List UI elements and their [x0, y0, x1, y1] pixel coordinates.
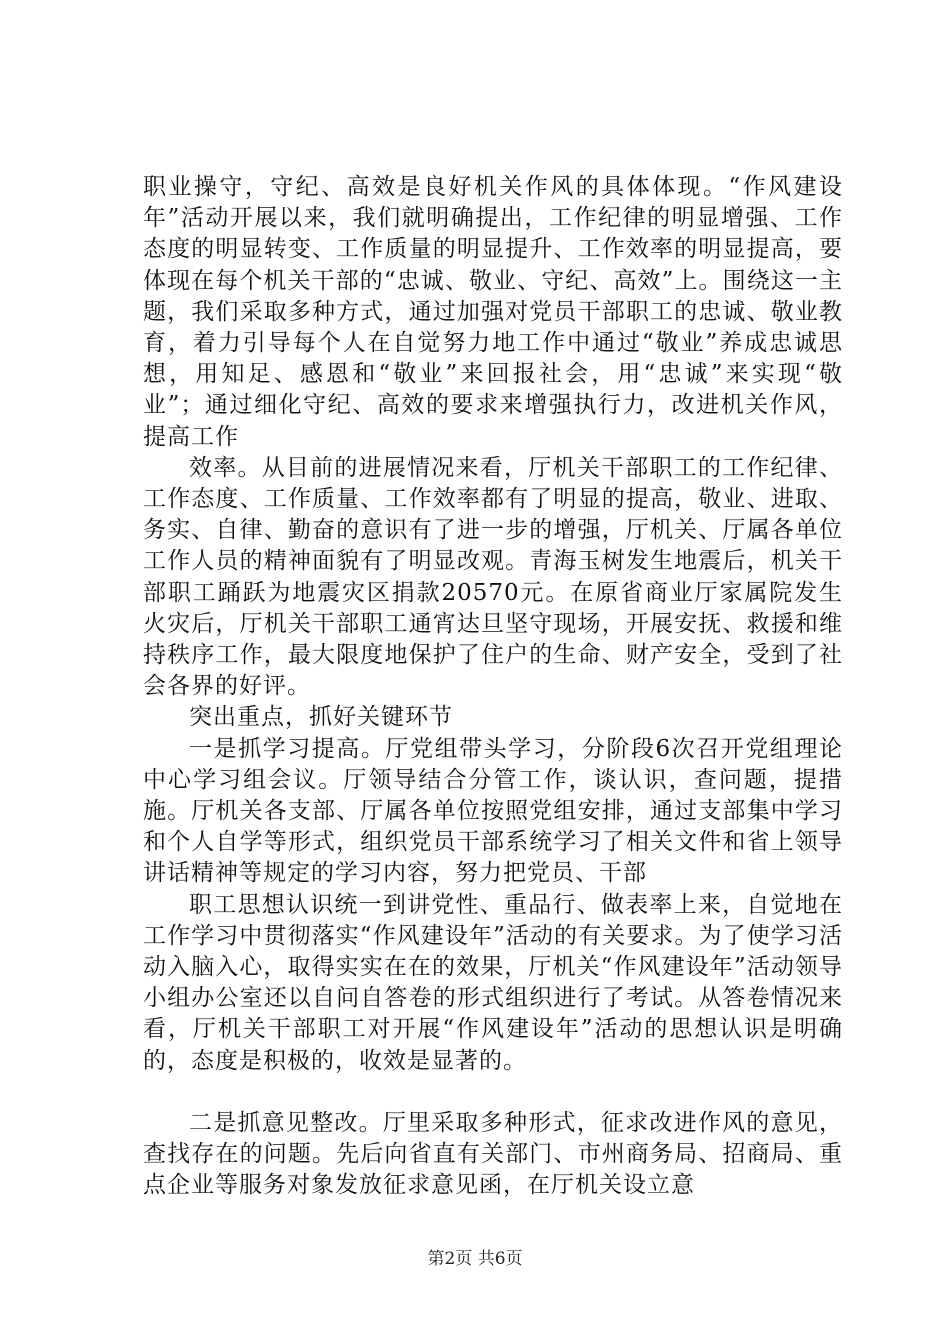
- paragraph-1: 职业操守，守纪、高效是良好机关作风的具体体现。“作风建设年”活动开展以来，我们就明确提出，工作纪律的明显增强、工作态度的明显转变、工作质量的明显提升、工作效率的明显提高，要体现在每个机关干部的“忠诚、敬业、守纪、高效”上。围绕这一主题，我们采取多种方式，通过加强对党员干部职工的忠诚、敬业教育，着力引导每个人在自觉努力地工作中通过“敬业”养成忠诚思想，用知足、感恩和“敬业”来回报社会，用“忠诚”来实现“敬业”；通过细化守纪、高效的要求来增强执行力，改进机关作风，提高工作: [143, 174, 843, 450]
- document-body: [143, 172, 843, 1202]
- paragraph-5: 二是抓意见整改。厅里采取多种形式，征求改进作风的意见，查找存在的问题。先后向省直有关部门、市州商务局、招商局、重点企业等服务对象发放征求意见函，在厅机关设立意: [143, 1109, 843, 1199]
- paragraph-4: 职工思想认识统一到讲党性、重品行、做表率上来，自觉地在工作学习中贯彻落实“作风建设年”活动的有关要求。为了使学习活动入脑入心，取得实实在在的效果，厅机关“作风建设年”活动领导小组办公室还以自问自答卷的形式组织进行了考试。从答卷情况来看，厅机关干部职工对开展“作风建设年”活动的思想认识是明确的，态度是积极的，收效是显著的。: [143, 891, 843, 1074]
- section-heading: 突出重点，抓好关键环节: [189, 704, 453, 731]
- paragraph-2: 效率。从目前的进展情况来看，厅机关干部职工的工作纪律、工作态度、工作质量、工作效率都有了明显的提高，敬业、进取、务实、自律、勤奋的意识有了进一步的增强，厅机关、厅属各单位工作人员的精神面貌有了明显改观。青海玉树发生地震后，机关干部职工踊跃为地震灾区捐款20570元。在原省商业厅家属院发生火灾后，厅机关干部职工通宵达旦坚守现场，开展安抚、救援和维持秩序工作，最大限度地保护了住户的生命、财产安全，受到了社会各界的好评。: [143, 454, 843, 700]
- paragraph-3: 一是抓学习提高。厅党组带头学习，分阶段6次召开党组理论中心学习组会议。厅领导结合分管工作，谈认识，查问题，提措施。厅机关各支部、厅属各单位按照党组安排，通过支部集中学习和个人自学等形式，组织党员干部系统学习了相关文件和省上领导讲话精神等规定的学习内容，努力把党员、干部: [143, 735, 843, 887]
- page-number-footer: 第2页 共6页: [427, 1249, 523, 1269]
